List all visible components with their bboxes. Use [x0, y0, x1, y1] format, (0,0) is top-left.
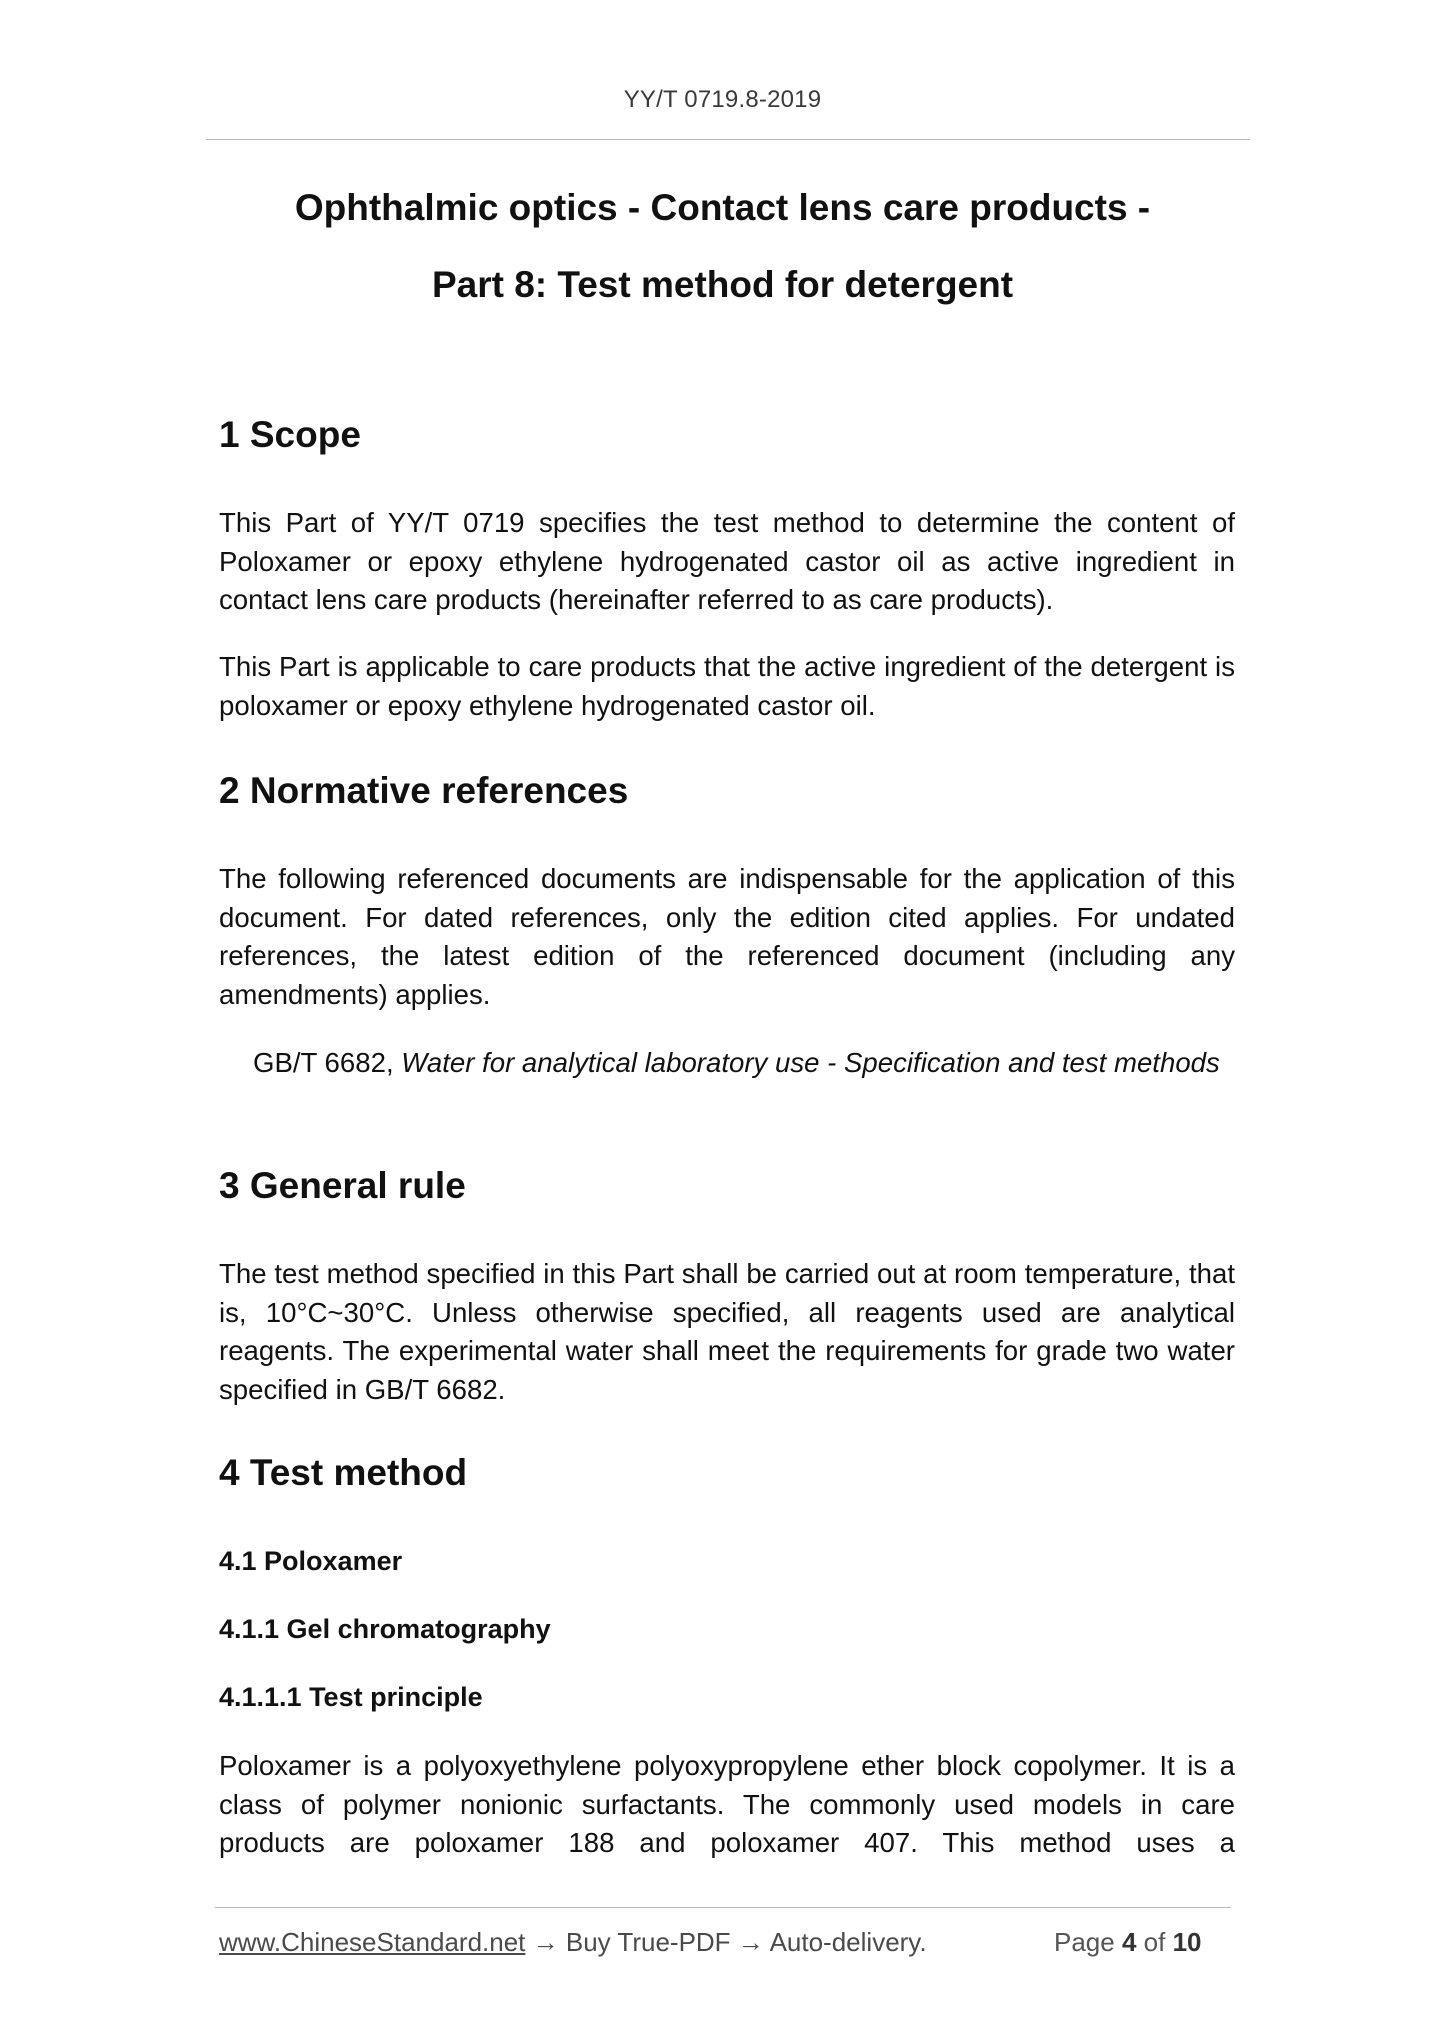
- section-heading-test-method: 4 Test method: [219, 1452, 468, 1493]
- subsection-heading-4-1-1-1: 4.1.1.1 Test principle: [219, 1682, 483, 1712]
- scope-paragraph-1: This Part of YY/T 0719 specifies the test method to determine the content of Poloxamer or epoxy ethylene hydrogenated castor oil as active ingredient in contact lens care products (hereinafter referred to as care products).: [219, 507, 1235, 615]
- section-heading-scope: 1 Scope: [219, 414, 361, 455]
- chinesestandard-link[interactable]: www.ChineseStandard.net: [219, 1927, 526, 1957]
- document-title-line-2: Part 8: Test method for detergent: [431, 264, 1014, 305]
- of-word: of: [1143, 1927, 1166, 1957]
- current-page-number: 4: [1121, 1927, 1137, 1957]
- test-principle-paragraph: Poloxamer is a polyoxyethylene polyoxypropylene ether block copolymer. It is a class of polymer nonionic surfactants. The commonly used models in care products are poloxamer 188 and poloxamer 407. This method uses a: [219, 1750, 1235, 1858]
- normative-paragraph: The following referenced documents are indispensable for the application of this document. For dated references, only the edition cited applies. For undated references, the latest edition of the referenced document (including any amendments) applies.: [219, 863, 1235, 1010]
- footer-promo-text: → Buy True-PDF → Auto-delivery.: [525, 1927, 927, 1957]
- footer-promo-line: [219, 1927, 927, 1958]
- page-indicator: [1054, 1927, 1202, 1958]
- running-header: YY/T 0719.8-2019: [623, 86, 822, 113]
- footer-rule: [215, 1907, 1231, 1908]
- reference-title: Water for analytical laboratory use - Specification and test methods: [401, 1047, 1220, 1078]
- page-word: Page: [1054, 1927, 1115, 1957]
- subsection-heading-4-1-1: 4.1.1 Gel chromatography: [219, 1614, 551, 1644]
- normative-reference-item: [253, 1044, 1235, 1083]
- header-rule: [206, 139, 1250, 140]
- general-rule-paragraph: The test method specified in this Part shall be carried out at room temperature, that is, 10°C~30°C. Unless otherwise specified, all reagents used are analytical reagents. The experimental water shall meet the requirements for grade two water specified in GB/T 6682.: [219, 1258, 1235, 1405]
- total-pages: 10: [1172, 1927, 1202, 1957]
- reference-code: GB/T 6682,: [253, 1047, 394, 1078]
- document-title-line-1: Ophthalmic optics - Contact lens care products -: [294, 187, 1151, 228]
- section-heading-normative-references: 2 Normative references: [219, 770, 629, 811]
- scope-paragraph-2: This Part is applicable to care products that the active ingredient of the detergent is poloxamer or epoxy ethylene hydrogenated castor oil.: [219, 651, 1235, 721]
- subsection-heading-4-1: 4.1 Poloxamer: [219, 1546, 403, 1576]
- section-heading-general-rule: 3 General rule: [219, 1165, 466, 1206]
